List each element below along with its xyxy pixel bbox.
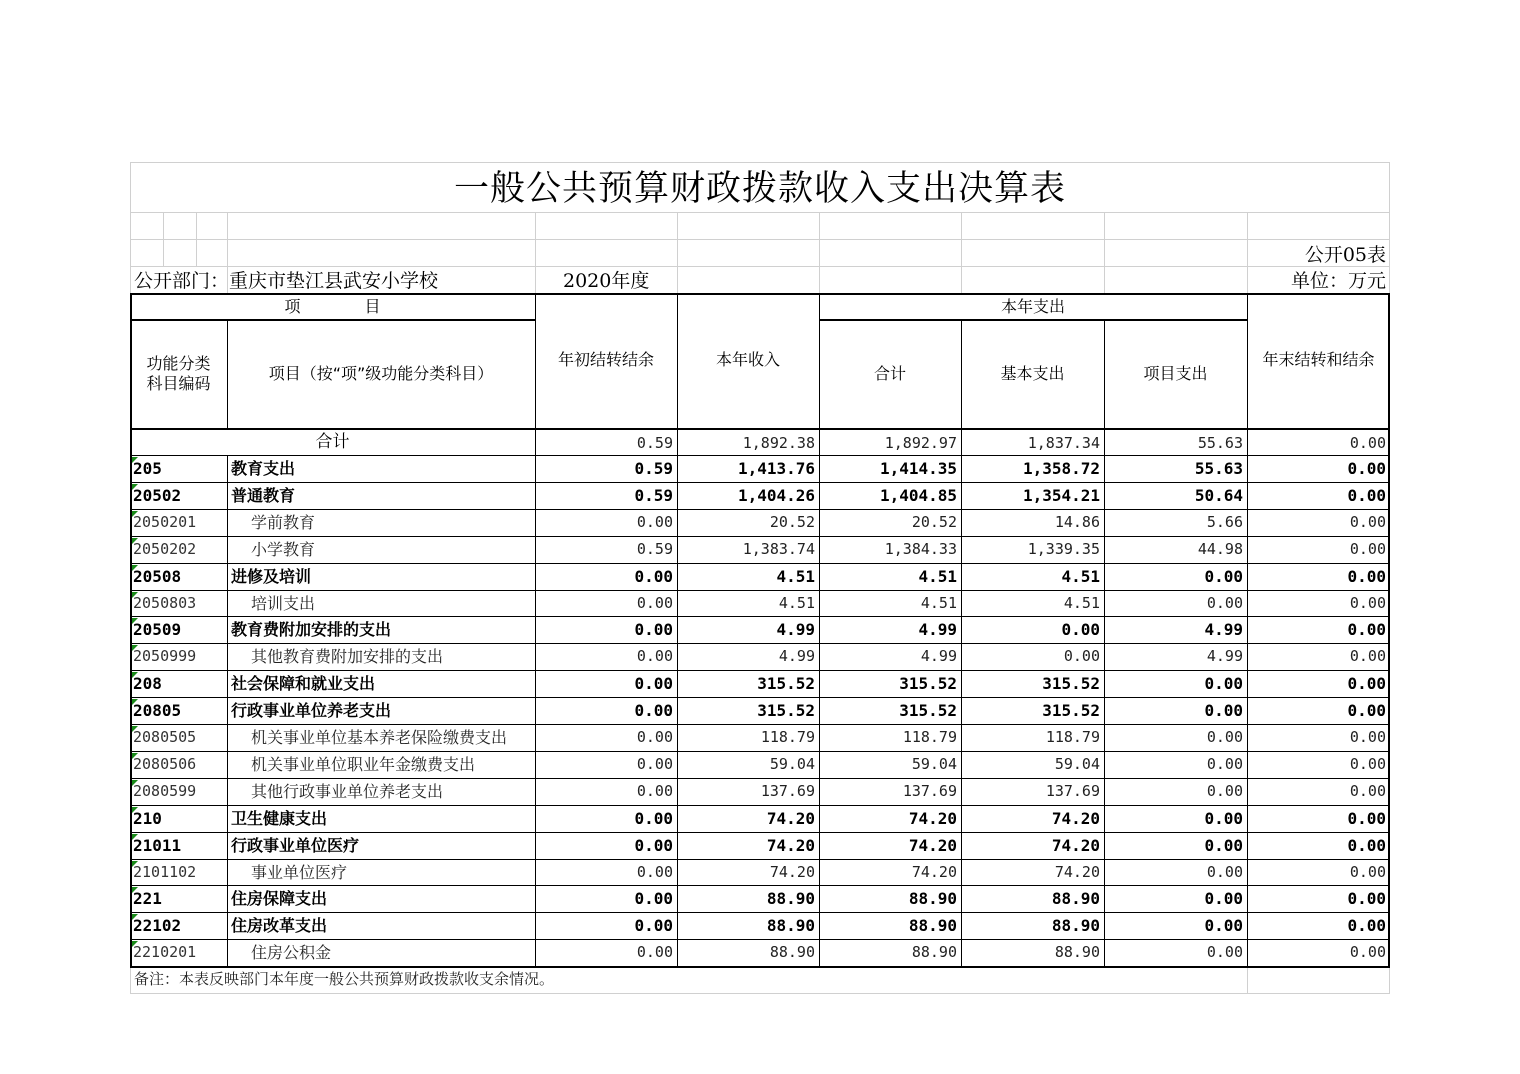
row-code: 2050202 xyxy=(133,539,197,558)
cell-closing: 0.00 xyxy=(1347,916,1386,936)
cell-opening: 0.00 xyxy=(636,862,673,881)
row-code: 208 xyxy=(133,674,162,694)
row-code: 2050999 xyxy=(133,647,197,666)
cell-income: 1,383.74 xyxy=(742,539,815,558)
cell-opening: 0.59 xyxy=(636,539,673,558)
header-basic-expense: 基本支出 xyxy=(1000,364,1065,383)
row-code: 2050803 xyxy=(133,593,197,612)
cell-project: 0.00 xyxy=(1204,701,1243,721)
cell-project: 0.00 xyxy=(1204,835,1243,855)
row-name: 行政事业单位医疗 xyxy=(231,835,360,855)
cell-project: 0.00 xyxy=(1206,593,1243,612)
row-name: 机关事业单位基本养老保险缴费支出 xyxy=(251,728,508,747)
row-name: 小学教育 xyxy=(251,539,316,559)
cell-opening: 0.00 xyxy=(634,808,673,828)
cell-expense-total: 74.20 xyxy=(908,835,957,855)
cell-income: 4.99 xyxy=(776,620,815,640)
cell-closing: 0.00 xyxy=(1347,701,1386,721)
cell-closing: 0.00 xyxy=(1347,835,1386,855)
cell-basic: 4.51 xyxy=(1061,566,1100,586)
gridline xyxy=(196,212,197,266)
cell-expense-total: 74.20 xyxy=(908,808,957,828)
table-row xyxy=(130,482,1390,509)
table-border xyxy=(130,428,1390,430)
cell-expense-total: 4.51 xyxy=(920,593,957,612)
cell-basic: 88.90 xyxy=(1051,889,1100,909)
row-code: 20502 xyxy=(133,485,182,505)
cell-closing: 0.00 xyxy=(1347,674,1386,694)
cell-closing: 0.00 xyxy=(1347,485,1386,505)
row-code: 21011 xyxy=(133,835,182,855)
cell-closing: 0.00 xyxy=(1347,808,1386,828)
cell-income: 74.20 xyxy=(769,862,815,881)
cell-income: 118.79 xyxy=(760,728,815,746)
table-row xyxy=(130,590,1390,617)
table-row xyxy=(130,805,1390,832)
department-label: 公开部门：重庆市垫江县武安小学校 xyxy=(134,270,439,292)
cell-expense-total: 4.51 xyxy=(918,566,957,586)
total-basic: 1,837.34 xyxy=(1027,434,1100,452)
row-code: 2080599 xyxy=(133,781,197,800)
table-row xyxy=(130,670,1390,697)
cell-basic: 137.69 xyxy=(1045,781,1100,800)
table-row xyxy=(130,563,1390,590)
gridline xyxy=(130,212,1390,213)
cell-closing: 0.00 xyxy=(1349,781,1386,800)
cell-basic: 315.52 xyxy=(1042,701,1100,721)
gridline xyxy=(1247,966,1248,994)
gridline xyxy=(130,266,1390,267)
cell-project: 0.00 xyxy=(1206,943,1243,962)
cell-closing: 0.00 xyxy=(1347,889,1386,909)
cell-project: 5.66 xyxy=(1206,512,1243,531)
cell-closing: 0.00 xyxy=(1349,593,1386,612)
gridline xyxy=(1247,212,1248,293)
cell-closing: 0.00 xyxy=(1347,566,1386,586)
cell-opening: 0.00 xyxy=(636,728,673,746)
total-income: 1,892.38 xyxy=(742,434,815,452)
row-code: 2101102 xyxy=(133,862,197,881)
cell-closing: 0.00 xyxy=(1349,943,1386,962)
cell-project: 0.00 xyxy=(1204,566,1243,586)
table-border xyxy=(130,293,1390,295)
cell-opening: 0.00 xyxy=(636,943,673,962)
row-name: 行政事业单位养老支出 xyxy=(231,701,392,721)
table-note: 备注：本表反映部门本年度一般公共预算财政拨款收支余情况。 xyxy=(134,970,555,988)
gridline xyxy=(163,212,164,266)
table-row xyxy=(130,859,1390,886)
cell-closing: 0.00 xyxy=(1347,620,1386,640)
row-name: 卫生健康支出 xyxy=(231,808,328,828)
header-closing-balance: 年末结转和结余 xyxy=(1262,350,1375,369)
row-name: 进修及培训 xyxy=(231,566,312,586)
row-name: 机关事业单位职业年金缴费支出 xyxy=(251,754,476,774)
header-project-expense: 项目支出 xyxy=(1143,364,1208,383)
cell-expense-total: 4.99 xyxy=(920,647,957,666)
cell-expense-total: 88.90 xyxy=(911,943,957,962)
cell-basic: 88.90 xyxy=(1051,916,1100,936)
table-row xyxy=(130,832,1390,859)
table-row xyxy=(130,912,1390,939)
row-name: 教育支出 xyxy=(231,459,296,478)
cell-project: 0.00 xyxy=(1206,754,1243,773)
cell-basic: 74.20 xyxy=(1054,862,1100,881)
header-expense-total: 合计 xyxy=(873,364,906,383)
header-code: 功能分类 科目编码 xyxy=(146,354,211,393)
cell-expense-total: 315.52 xyxy=(899,701,957,721)
row-name: 住房改革支出 xyxy=(231,916,328,936)
row-name: 其他教育费附加安排的支出 xyxy=(251,647,444,667)
cell-basic: 1,358.72 xyxy=(1022,459,1100,478)
cell-income: 4.99 xyxy=(778,647,815,666)
row-name: 住房保障支出 xyxy=(231,889,328,909)
cell-project: 0.00 xyxy=(1204,808,1243,828)
cell-closing: 0.00 xyxy=(1349,862,1386,881)
row-name: 其他行政事业单位养老支出 xyxy=(251,781,444,801)
gridline xyxy=(130,993,1390,994)
cell-opening: 0.00 xyxy=(634,916,673,936)
row-code: 20508 xyxy=(133,566,182,586)
gridline xyxy=(1104,212,1105,293)
cell-basic: 14.86 xyxy=(1054,512,1100,531)
cell-opening: 0.00 xyxy=(636,781,673,800)
row-name: 教育费附加安排的支出 xyxy=(231,620,392,640)
cell-opening: 0.00 xyxy=(636,647,673,666)
cell-income: 74.20 xyxy=(766,808,815,828)
cell-opening: 0.00 xyxy=(634,835,673,855)
cell-expense-total: 137.69 xyxy=(902,781,957,800)
budget-sheet xyxy=(130,162,1390,994)
cell-project: 55.63 xyxy=(1194,459,1243,478)
header-opening-balance: 年初结转结余 xyxy=(557,350,654,369)
cell-opening: 0.59 xyxy=(634,459,673,478)
cell-project: 4.99 xyxy=(1204,620,1243,640)
table-row xyxy=(130,751,1390,778)
row-name: 社会保障和就业支出 xyxy=(231,674,376,694)
gridline xyxy=(819,212,820,293)
cell-project: 0.00 xyxy=(1204,674,1243,694)
cell-income: 88.90 xyxy=(769,943,815,962)
unit-label: 单位：万元 xyxy=(1290,270,1386,292)
cell-income: 74.20 xyxy=(766,835,815,855)
row-code: 2080505 xyxy=(133,728,197,746)
fiscal-year: 2020年度 xyxy=(563,270,650,292)
row-code: 2210201 xyxy=(133,943,197,962)
table-row xyxy=(130,536,1390,563)
cell-project: 44.98 xyxy=(1197,539,1243,558)
cell-income: 1,413.76 xyxy=(737,459,815,478)
row-name: 培训支出 xyxy=(251,593,316,613)
cell-closing: 0.00 xyxy=(1347,459,1386,478)
total-row-label: 合计 xyxy=(315,432,350,452)
cell-basic: 0.00 xyxy=(1063,647,1100,666)
cell-project: 0.00 xyxy=(1206,728,1243,746)
cell-basic: 59.04 xyxy=(1054,754,1100,773)
header-annual-income: 本年收入 xyxy=(715,350,780,369)
cell-income: 20.52 xyxy=(769,512,815,531)
cell-expense-total: 88.90 xyxy=(908,889,957,909)
row-code: 2080506 xyxy=(133,754,197,773)
table-row xyxy=(130,778,1390,805)
cell-expense-total: 1,384.33 xyxy=(884,539,957,558)
row-code: 221 xyxy=(133,889,162,909)
cell-basic: 118.79 xyxy=(1045,728,1100,746)
row-code: 2050201 xyxy=(133,512,197,531)
table-row xyxy=(130,697,1390,724)
row-name: 事业单位医疗 xyxy=(251,862,348,882)
cell-closing: 0.00 xyxy=(1349,754,1386,773)
cell-income: 59.04 xyxy=(769,754,815,773)
header-expense-group: 本年支出 xyxy=(1000,297,1065,316)
cell-expense-total: 20.52 xyxy=(911,512,957,531)
row-code: 22102 xyxy=(133,916,182,936)
row-name: 学前教育 xyxy=(251,512,316,532)
table-row xyxy=(130,724,1390,751)
sheet-title: 一般公共预算财政拨款收入支出决算表 xyxy=(453,169,1066,209)
table-border xyxy=(130,966,1390,968)
gridline xyxy=(130,162,1390,163)
cell-basic: 1,354.21 xyxy=(1022,485,1100,505)
cell-project: 0.00 xyxy=(1204,889,1243,909)
gridline xyxy=(535,212,536,293)
cell-closing: 0.00 xyxy=(1349,512,1386,531)
cell-basic: 74.20 xyxy=(1051,808,1100,828)
cell-opening: 0.00 xyxy=(634,620,673,640)
cell-expense-total: 4.99 xyxy=(918,620,957,640)
gridline xyxy=(961,212,962,293)
cell-income: 88.90 xyxy=(766,916,815,936)
cell-expense-total: 1,414.35 xyxy=(879,459,957,478)
cell-opening: 0.00 xyxy=(634,566,673,586)
row-code: 210 xyxy=(133,808,162,828)
cell-project: 4.99 xyxy=(1206,647,1243,666)
gridline xyxy=(677,212,678,293)
row-name: 住房公积金 xyxy=(251,943,332,963)
row-code: 205 xyxy=(133,459,162,478)
cell-expense-total: 315.52 xyxy=(899,674,957,694)
cell-income: 315.52 xyxy=(757,701,815,721)
header-item-group: 项 目 xyxy=(284,297,381,316)
cell-income: 88.90 xyxy=(766,889,815,909)
cell-project: 0.00 xyxy=(1204,916,1243,936)
cell-basic: 0.00 xyxy=(1061,620,1100,640)
cell-closing: 0.00 xyxy=(1349,539,1386,558)
table-row xyxy=(130,885,1390,912)
cell-opening: 0.00 xyxy=(636,754,673,773)
cell-basic: 88.90 xyxy=(1054,943,1100,962)
cell-opening: 0.00 xyxy=(634,701,673,721)
table-row xyxy=(130,509,1390,536)
row-name: 普通教育 xyxy=(231,485,296,505)
cell-project: 0.00 xyxy=(1206,781,1243,800)
table-row xyxy=(130,455,1390,482)
table-row xyxy=(130,616,1390,643)
table-row xyxy=(130,643,1390,670)
cell-income: 1,404.26 xyxy=(737,485,815,505)
cell-basic: 4.51 xyxy=(1063,593,1100,612)
cell-basic: 74.20 xyxy=(1051,835,1100,855)
cell-expense-total: 59.04 xyxy=(911,754,957,773)
cell-opening: 0.00 xyxy=(634,674,673,694)
cell-project: 50.64 xyxy=(1194,485,1243,505)
total-expense: 1,892.97 xyxy=(884,434,957,452)
cell-income: 315.52 xyxy=(757,674,815,694)
cell-basic: 1,339.35 xyxy=(1027,539,1100,558)
cell-closing: 0.00 xyxy=(1349,647,1386,666)
header-name: 项目（按“项”级功能分类科目） xyxy=(268,364,494,383)
cell-expense-total: 118.79 xyxy=(902,728,957,746)
cell-opening: 0.00 xyxy=(634,889,673,909)
table-border xyxy=(130,319,535,321)
row-code: 20805 xyxy=(133,701,182,721)
cell-expense-total: 1,404.85 xyxy=(879,485,957,505)
total-opening: 0.59 xyxy=(636,434,673,452)
table-id: 公开05表 xyxy=(1304,244,1386,266)
cell-closing: 0.00 xyxy=(1349,728,1386,746)
cell-opening: 0.00 xyxy=(636,512,673,531)
cell-opening: 0.00 xyxy=(636,593,673,612)
cell-expense-total: 88.90 xyxy=(908,916,957,936)
cell-income: 4.51 xyxy=(778,593,815,612)
total-closing: 0.00 xyxy=(1349,434,1386,452)
table-row xyxy=(130,939,1390,966)
table-border xyxy=(819,319,1247,321)
gridline xyxy=(130,239,1390,240)
cell-basic: 315.52 xyxy=(1042,674,1100,694)
total-project: 55.63 xyxy=(1197,434,1243,452)
cell-income: 137.69 xyxy=(760,781,815,800)
cell-project: 0.00 xyxy=(1206,862,1243,881)
row-code: 20509 xyxy=(133,620,182,640)
cell-expense-total: 74.20 xyxy=(911,862,957,881)
cell-income: 4.51 xyxy=(776,566,815,586)
cell-opening: 0.59 xyxy=(634,485,673,505)
